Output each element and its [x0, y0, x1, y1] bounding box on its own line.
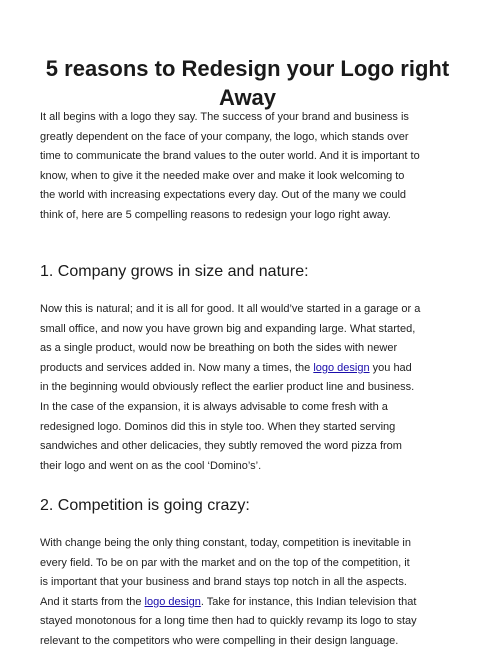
text-segment: products and services added in. Now many a times, the [40, 361, 314, 374]
paragraph-line: With change being the only thing constant, today, competition is inevitable in [40, 537, 411, 549]
paragraph-line: as a single product, would now be breathing on both the sides with newer [40, 342, 398, 355]
paragraph-line [40, 359, 460, 379]
page-title [40, 54, 455, 112]
intro-line: greatly dependent on the face of your company, the logo, which stands over [40, 130, 409, 143]
section-1-heading: 1. Company grows in size and nature: [40, 263, 309, 280]
text-segment: you had [369, 361, 412, 374]
paragraph-line: every field. To be on par with the market and on the top of the competition, it [40, 556, 410, 569]
intro-line: the world with increasing expectations every day. Out of the many we could [40, 189, 407, 202]
intro-line: think of, here are 5 compelling reasons to redesign your logo right away. [40, 208, 391, 221]
paragraph-line [40, 593, 460, 613]
logo-design-link[interactable]: logo design [313, 361, 370, 374]
paragraph-line: stayed monotonous for a long time then had to quickly revamp its logo to stay [40, 615, 417, 628]
logo-design-link[interactable]: logo design [144, 595, 201, 608]
paragraph-line: redesigned logo. Dominos did this in style too. When they started serving [40, 420, 396, 433]
intro-line: time to communicate the brand values to the outer world. And it is important to [40, 150, 420, 163]
text-segment: And it starts from the [40, 595, 145, 608]
page-title-line-2: Away [218, 85, 277, 110]
paragraph-line: relevant to the competitors who were compelling in their design language. [40, 634, 399, 647]
paragraph-line: small office, and now you have grown big and expanding large. What started, [40, 322, 416, 335]
text-segment: . Take for instance, this Indian television that [200, 595, 417, 608]
paragraph-line: in the beginning would obviously reflect the earlier product line and business. [40, 381, 415, 394]
intro-line: It all begins with a logo they say. The success of your brand and business is [40, 111, 409, 123]
paragraph-line: Now this is natural; and it is all for good. It all would’ve started in a garage or a [40, 303, 421, 315]
page-title-line-1: 5 reasons to Redesign your Logo right [45, 56, 450, 81]
section-2-paragraph [40, 534, 460, 652]
paragraph-line: their logo and went on as the cool ‘Domino’s’. [40, 459, 262, 472]
paragraph-line: In the case of the expansion, it is always advisable to come fresh with a [40, 400, 388, 413]
intro-line: know, when to give it the needed make over and make it look welcoming to [40, 169, 405, 182]
intro-paragraph [40, 108, 460, 226]
paragraph-line: is important that your business and brand stays top notch in all the aspects. [40, 576, 407, 589]
paragraph-line: sandwiches and other delicacies, they subtly removed the word pizza from [40, 440, 402, 453]
section-1-paragraph [40, 300, 460, 476]
section-2-heading: 2. Competition is going crazy: [40, 497, 250, 514]
